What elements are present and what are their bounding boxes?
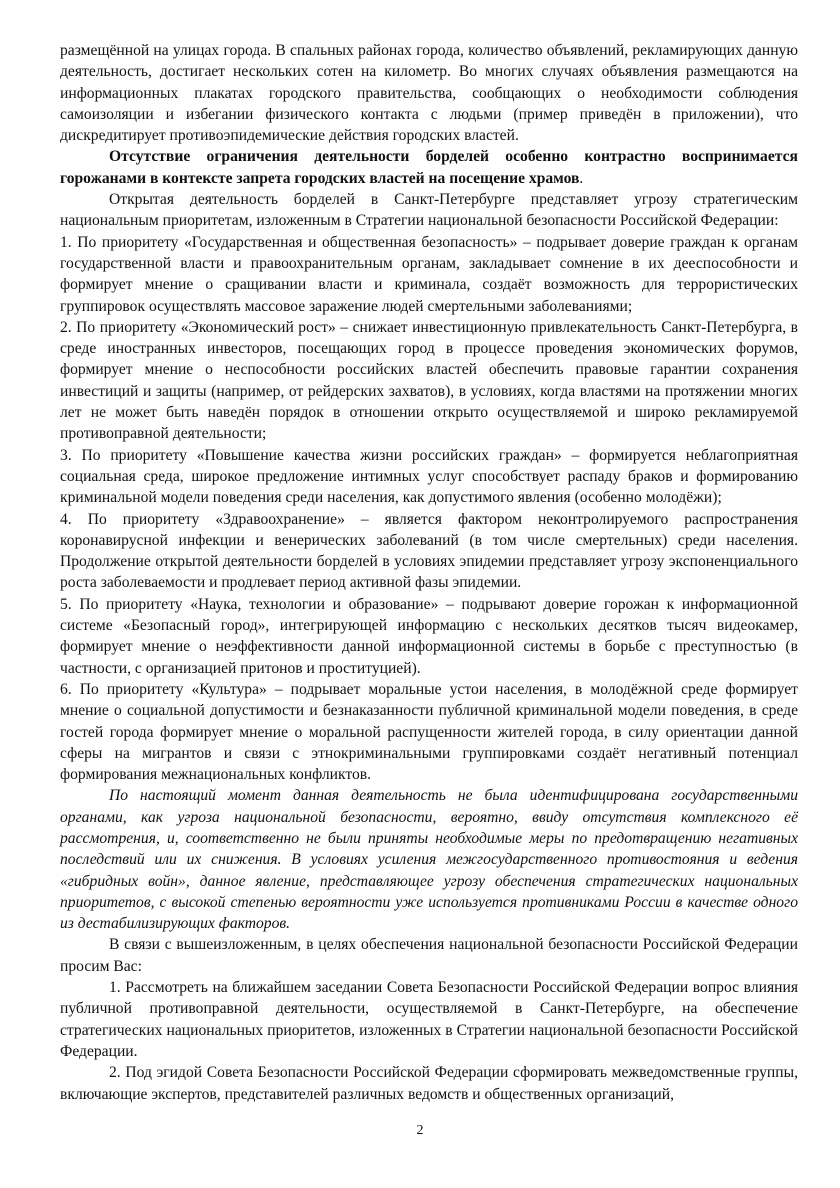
list-item-healthcare: 4. По приоритету «Здравоохранение» – является фактором неконтролируемого распространения коронавирусной инфекции и венерических заболеваний (в том числе смертельных) среди населения. Продолжение открытой деятельности борделей в условиях эпидемии представляет угрозу экспоненциального роста заболеваемости и продлевает период активной фазы эпидемии. [60, 510, 798, 592]
list-item-science: 5. По приоритету «Наука, технологии и образование» – подрывают доверие горожан к информационной системе «Безопасный город», интегрирующей информацию с нескольких десятков тысяч видеокамер, формирует мнение о неэффективности данной информационной системы в борьбе с преступностью (в частности, с организацией притонов и проституцией). [60, 595, 798, 677]
request-item-2: 2. Под эгидой Совета Безопасности Российской Федерации сформировать межведомственные группы, включающие экспертов, представителей различных ведомств и общественных организаций, [60, 1064, 798, 1103]
sentence-period: . [579, 169, 584, 187]
paragraph-temples-contrast [60, 146, 798, 189]
list-item-economy: 2. По приоритету «Экономический рост» – снижает инвестиционную привлекательность Санкт-Петербурга, в среде иностранных инвесторов, посещающих город в процессе проведения экономических форумов, формирует мнение о неспособности российских властей обеспечить правовые гарантии сохранения инвестиций и защиты (например, от рейдерских захватов), в условиях, когда властями на протяжении многих лет не может быть наведён порядок в отношении открыто осуществляемой и широко рекламируемой противоправной деятельности; [60, 318, 798, 443]
list-item-culture: 6. По приоритету «Культура» – подрывает моральные устои населения, в молодёжной среде формирует мнение о социальной допустимости и безнаказанности публичной криминальной модели поведения, в среде гостей города формирует мнение о моральной распущенности жителей города, в силу ориентации данной сферы на мигрантов и связи с этнокриминальными группировками создаёт негативный потенциал формирования межнациональных конфликтов. [60, 680, 798, 784]
request-item-1: 1. Рассмотреть на ближайшем заседании Совета Безопасности Российской Федерации вопрос влияния публичной противоправной деятельности, осуществляемой в Санкт-Петербурге, на обеспечение стратегических национальных приоритетов, изложенных в Стратегии национальной безопасности Российской Федерации. [60, 979, 798, 1060]
paragraph-italic-assessment: По настоящий момент данная деятельность не была идентифицирована государственными органами, как угроза национальной безопасности, вероятно, ввиду отсутствия комплексного её рассмотрения, и, соответственно не были приняты необходимые меры по предотвращению негативных последствий или их снижения. В условиях усиления межгосударственного противостояния и ведения «гибридных войн», данное явление, представляющее угрозу обеспечения стратегических национальных приоритетов, с высокой степенью вероятности уже используется противниками России в качестве одного из дестабилизирующих факторов. [60, 787, 798, 933]
document-body [60, 40, 798, 1105]
bold-statement: Отсутствие ограничения деятельности борделей особенно контрастно воспринимается горожанами в контексте запрета городских властей на посещение храмов [60, 148, 798, 187]
paragraph-continuation: размещённой на улицах города. В спальных районах города, количество объявлений, рекламирующих данную деятельность, достигает нескольких сотен на километр. Во многих случаях объявления размещаются на информационных плакатах городского правительства, сообщающих о необходимости соблюдения самоизоляции и избегании физического контакта с людьми (пример приведён в приложении), что дискредитирует противоэпидемические действия городских властей. [60, 42, 798, 145]
list-item-security: 1. По приоритету «Государственная и общественная безопасность» – подрывает доверие граждан к органам государственной власти и правоохранительным органам, закладывает сомнение в их дееспособности и формирует мнение о сращивании власти и криминала, создаёт возможность для террористических группировок осуществлять массовое заражение людей смертельными заболеваниями; [60, 233, 798, 315]
list-item-quality-of-life: 3. По приоритету «Повышение качества жизни российских граждан» – формируется неблагоприятная социальная среда, широкое предложение интимных услуг способствует распаду браков и формированию криминальной модели поведения среди населения, как допустимого явления (особенно молодёжи); [60, 446, 798, 507]
paragraph-threat-intro: Открытая деятельность борделей в Санкт-Петербурге представляет угрозу стратегическим национальным приоритетам, изложенным в Стратегии национальной безопасности Российской Федерации: [60, 191, 798, 230]
paragraph-request-intro: В связи с вышеизложенным, в целях обеспечения национальной безопасности Российской Федерации просим Вас: [60, 936, 798, 975]
page-number: 2 [416, 1123, 424, 1138]
